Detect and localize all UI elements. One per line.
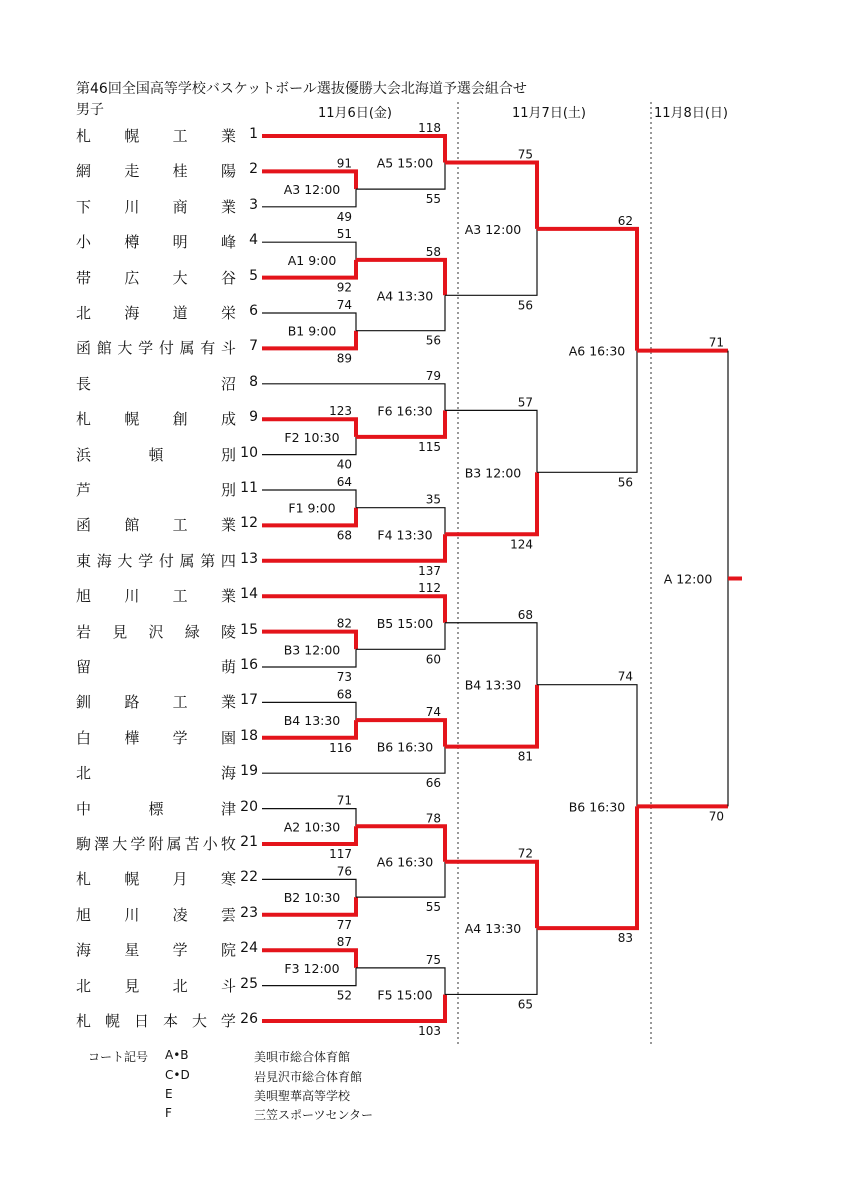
team-name: 長 沼 <box>76 374 236 393</box>
team-seed: 26 <box>240 1011 258 1027</box>
team-seed: 21 <box>240 834 258 850</box>
legend-code: C•D <box>165 1068 190 1082</box>
court-time: A4 13:30 <box>464 921 522 937</box>
court-time: B3 12:00 <box>464 465 522 481</box>
score-top: 112 <box>418 581 441 596</box>
court-time: F1 9:00 <box>288 500 336 516</box>
score-bottom: 117 <box>329 847 352 861</box>
score-top: 71 <box>336 793 352 808</box>
score-bottom: 56 <box>617 475 633 490</box>
team-seed: 9 <box>249 409 258 426</box>
team-seed: 23 <box>240 904 258 921</box>
team-seed: 17 <box>240 692 258 709</box>
score-bottom: 55 <box>425 900 441 915</box>
court-time: F6 16:30 <box>377 403 433 419</box>
winner-path <box>445 163 537 229</box>
legend-venue: 岩見沢市総合体育館 <box>254 1070 363 1084</box>
team-seed: 22 <box>240 869 258 886</box>
court-time: B4 13:30 <box>283 713 341 729</box>
winner-path <box>445 862 537 928</box>
winner-path <box>445 685 537 747</box>
team-name: 岩 見 沢 緑 陵 <box>76 622 236 641</box>
score-top: 35 <box>425 492 441 507</box>
score-bottom: 60 <box>425 652 441 667</box>
score-top: 74 <box>425 705 441 720</box>
team-seed: 20 <box>240 798 258 815</box>
court-time: B3 12:00 <box>283 642 341 658</box>
bracket-line <box>445 623 537 685</box>
score-top: 74 <box>617 669 633 684</box>
team-name: 浜 頓 別 <box>76 445 236 464</box>
court-time: A6 16:30 <box>568 343 626 359</box>
team-name: 帯 広 大 谷 <box>76 268 236 287</box>
score-bottom: 124 <box>510 537 533 552</box>
score-top: 51 <box>336 227 352 242</box>
legend-venue: 美唄聖華高等学校 <box>254 1089 351 1103</box>
score-bottom: 56 <box>517 298 533 313</box>
score-top: 82 <box>336 616 352 631</box>
score-top: 76 <box>336 864 352 879</box>
team-seed: 2 <box>249 161 258 178</box>
legend-code: A•B <box>165 1048 189 1062</box>
court-time: B2 10:30 <box>283 890 341 906</box>
team-name: 白 樺 学 園 <box>76 728 236 747</box>
score-top: 75 <box>517 147 533 162</box>
team-name: 札 幌 日 本 大 学 <box>76 1012 236 1030</box>
team-seed: 10 <box>240 444 258 461</box>
court-time: A 12:00 <box>663 571 713 587</box>
court-time: F5 15:00 <box>377 987 433 1003</box>
team-name: 網 走 桂 陽 <box>76 162 236 181</box>
score-top: 68 <box>517 607 533 622</box>
court-time: A2 10:30 <box>283 819 341 835</box>
score-bottom: 77 <box>336 917 352 932</box>
team-seed: 13 <box>240 550 258 567</box>
score-bottom: 49 <box>336 209 352 224</box>
team-name: 旭 川 凌 雲 <box>76 905 236 924</box>
score-top: 71 <box>708 335 724 350</box>
team-seed: 4 <box>249 232 258 249</box>
team-name: 北 海 道 栄 <box>76 304 236 322</box>
score-top: 79 <box>425 368 441 383</box>
team-seed: 18 <box>240 727 258 744</box>
court-time: F2 10:30 <box>284 429 340 445</box>
court-time: A4 13:30 <box>376 288 434 304</box>
team-name: 札 幌 月 寒 <box>76 870 236 889</box>
score-bottom: 70 <box>708 809 724 824</box>
court-time: A3 12:00 <box>464 221 522 237</box>
score-top: 64 <box>336 475 352 489</box>
score-top: 78 <box>425 811 441 826</box>
bracket-line <box>445 410 537 472</box>
score-top: 58 <box>425 244 441 259</box>
score-bottom: 116 <box>329 740 352 755</box>
legend-code: F <box>165 1106 172 1120</box>
court-time: A5 15:00 <box>376 155 434 171</box>
score-bottom: 55 <box>425 192 441 207</box>
division-label: 男子 <box>76 102 104 118</box>
score-bottom: 89 <box>336 351 352 366</box>
team-name: 中 標 津 <box>76 799 236 818</box>
score-bottom: 137 <box>418 563 441 578</box>
court-time: A1 9:00 <box>287 252 337 268</box>
score-top: 75 <box>425 952 441 967</box>
team-name: 北 見 北 斗 <box>76 976 236 995</box>
legend-venue: 三笠スポーツセンター <box>254 1108 374 1122</box>
team-name: 札 幌 工 業 <box>76 127 236 145</box>
team-seed: 7 <box>249 338 258 355</box>
team-name: 小 樽 明 峰 <box>76 233 236 252</box>
score-top: 57 <box>517 395 533 410</box>
score-top: 62 <box>617 213 633 228</box>
score-bottom: 66 <box>425 776 441 791</box>
winner-path <box>445 472 537 534</box>
team-seed: 24 <box>240 940 258 957</box>
court-time: B1 9:00 <box>287 323 337 339</box>
court-time: A3 12:00 <box>283 182 341 198</box>
team-name: 駒 澤 大 学 附 属 苫 小 牧 <box>76 835 236 853</box>
score-top: 87 <box>336 935 352 950</box>
court-time: A6 16:30 <box>376 854 434 870</box>
court-time: B4 13:30 <box>464 677 522 693</box>
score-bottom: 83 <box>617 931 633 946</box>
court-time: B5 15:00 <box>376 615 434 631</box>
score-bottom: 68 <box>336 528 352 543</box>
bracket-line <box>537 685 637 807</box>
score-bottom: 103 <box>418 1024 441 1038</box>
day-label-2: 11月7日(土) <box>512 106 586 121</box>
team-seed: 14 <box>240 586 258 603</box>
team-name: 留 萌 <box>76 658 236 676</box>
team-name: 札 幌 創 成 <box>76 410 236 429</box>
team-seed: 5 <box>249 267 258 284</box>
score-top: 123 <box>329 404 352 419</box>
score-bottom: 65 <box>517 997 533 1012</box>
score-bottom: 81 <box>517 749 533 764</box>
score-bottom: 56 <box>425 333 441 348</box>
team-name: 海 星 学 院 <box>76 941 236 960</box>
team-name: 函 館 工 業 <box>76 516 236 535</box>
team-seed: 25 <box>240 975 258 992</box>
court-time: B6 16:30 <box>568 799 626 815</box>
score-bottom: 73 <box>336 670 352 684</box>
score-top: 72 <box>517 846 533 861</box>
legend-heading: コート記号 <box>88 1050 149 1064</box>
score-bottom: 115 <box>418 439 441 454</box>
team-seed: 19 <box>240 763 258 780</box>
court-time: F4 13:30 <box>377 527 433 543</box>
team-seed: 8 <box>249 373 258 390</box>
bracket-line <box>445 928 537 994</box>
score-bottom: 40 <box>336 457 352 472</box>
team-name: 芦 別 <box>76 481 236 499</box>
day-label-3: 11月8日(日) <box>654 106 728 121</box>
winner-path <box>537 229 637 351</box>
bracket-line <box>445 229 537 295</box>
page-title: 第46回全国高等学校バスケットボール選抜優勝大会北海道予選会組合せ <box>76 81 527 97</box>
bracket-line <box>537 351 637 473</box>
team-seed: 6 <box>249 303 258 319</box>
team-name: 釧 路 工 業 <box>76 693 236 712</box>
team-name: 下 川 商 業 <box>76 197 236 216</box>
team-name: 函 館 大 学 付 属 有 斗 <box>76 339 236 358</box>
court-time: F3 12:00 <box>284 960 340 976</box>
score-top: 91 <box>336 156 352 171</box>
score-top: 68 <box>336 687 352 702</box>
legend-venue: 美唄市総合体育館 <box>254 1050 351 1064</box>
team-seed: 1 <box>249 126 258 142</box>
team-name: 旭 川 工 業 <box>76 587 236 606</box>
score-bottom: 92 <box>336 280 352 295</box>
legend-code: E <box>165 1087 173 1101</box>
day-label-1: 11月6日(金) <box>318 106 392 121</box>
team-name: 東 海 大 学 付 属 第 四 <box>76 551 236 570</box>
score-top: 118 <box>418 121 441 135</box>
team-name: 北 海 <box>76 764 236 783</box>
team-seed: 12 <box>240 515 258 532</box>
court-time: B6 16:30 <box>376 739 434 755</box>
team-seed: 3 <box>249 196 258 213</box>
winner-path <box>537 806 637 928</box>
team-seed: 15 <box>240 621 258 638</box>
score-bottom: 52 <box>336 988 352 1003</box>
score-top: 74 <box>336 298 352 312</box>
team-seed: 11 <box>240 480 258 496</box>
team-seed: 16 <box>240 657 258 673</box>
